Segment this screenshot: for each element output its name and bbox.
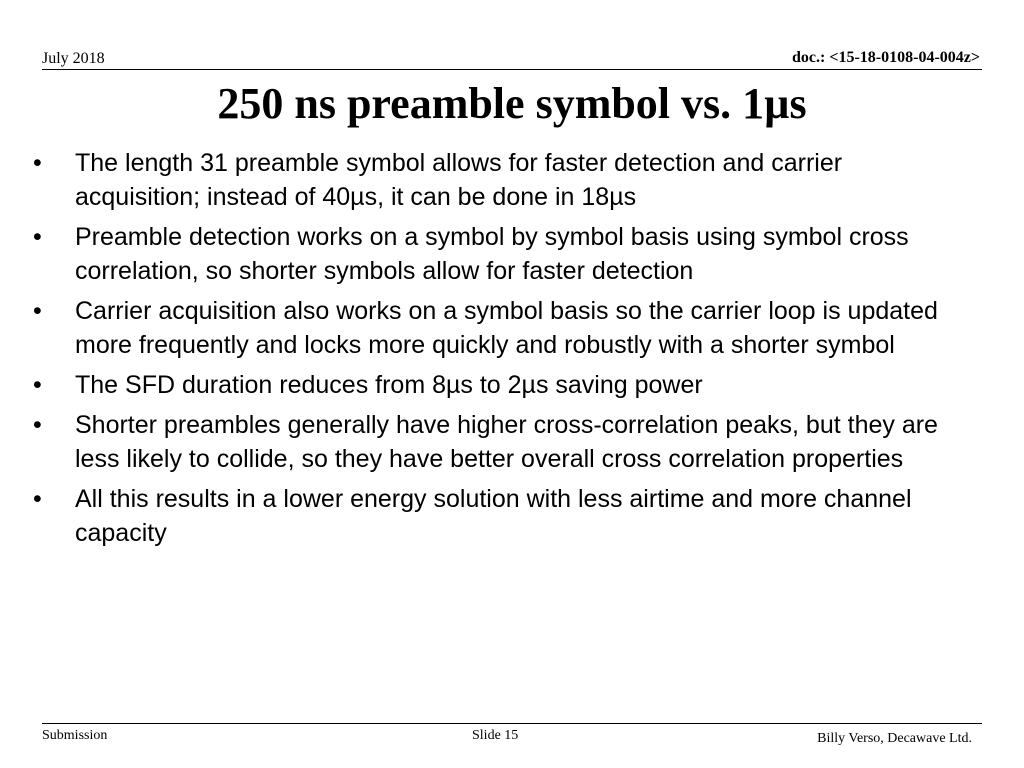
bullet-text: Preamble detection works on a symbol by symbol basis using symbol cross correlation, so shorter symbols allow for faster detection	[75, 223, 909, 285]
bullet-dot: •	[33, 485, 42, 513]
footer-rule	[42, 723, 982, 724]
bullet-dot: •	[33, 223, 42, 251]
bullet-item	[30, 294, 970, 362]
bullet-dot: •	[33, 371, 42, 399]
header-doc-id: doc.: <15-18-0108-04-004z>	[792, 49, 980, 66]
footer-author: Billy Verso, Decawave Ltd.	[817, 731, 972, 746]
bullet-dot: •	[33, 297, 42, 325]
header-rule	[42, 69, 982, 70]
footer-submission: Submission	[42, 728, 108, 743]
bullet-item	[30, 368, 970, 402]
slide-title: 250 ns preamble symbol vs. 1µs	[217, 79, 807, 128]
bullet-dot: •	[33, 411, 42, 439]
bullet-item	[30, 220, 970, 288]
bullet-text: The length 31 preamble symbol allows for faster detection and carrier acquisition; instead of 40µs, it can be done in 18µs	[75, 149, 843, 211]
bullet-list	[30, 146, 970, 556]
header-date: July 2018	[42, 50, 105, 67]
bullet-text: The SFD duration reduces from 8µs to 2µs saving power	[75, 371, 703, 399]
bullet-item	[30, 482, 970, 550]
bullet-text: All this results in a lower energy solution with less airtime and more channel capacity	[75, 485, 912, 547]
bullet-dot: •	[33, 149, 42, 177]
bullet-text: Shorter preambles generally have higher cross-correlation peaks, but they are less likely to collide, so they have better overall cross correlation properties	[75, 411, 938, 473]
bullet-item	[30, 146, 970, 214]
bullet-item	[30, 408, 970, 476]
footer-slide-number: Slide 15	[472, 728, 519, 743]
bullet-text: Carrier acquisition also works on a symbol basis so the carrier loop is updated more frequently and locks more quickly and robustly with a shorter symbol	[75, 297, 938, 359]
